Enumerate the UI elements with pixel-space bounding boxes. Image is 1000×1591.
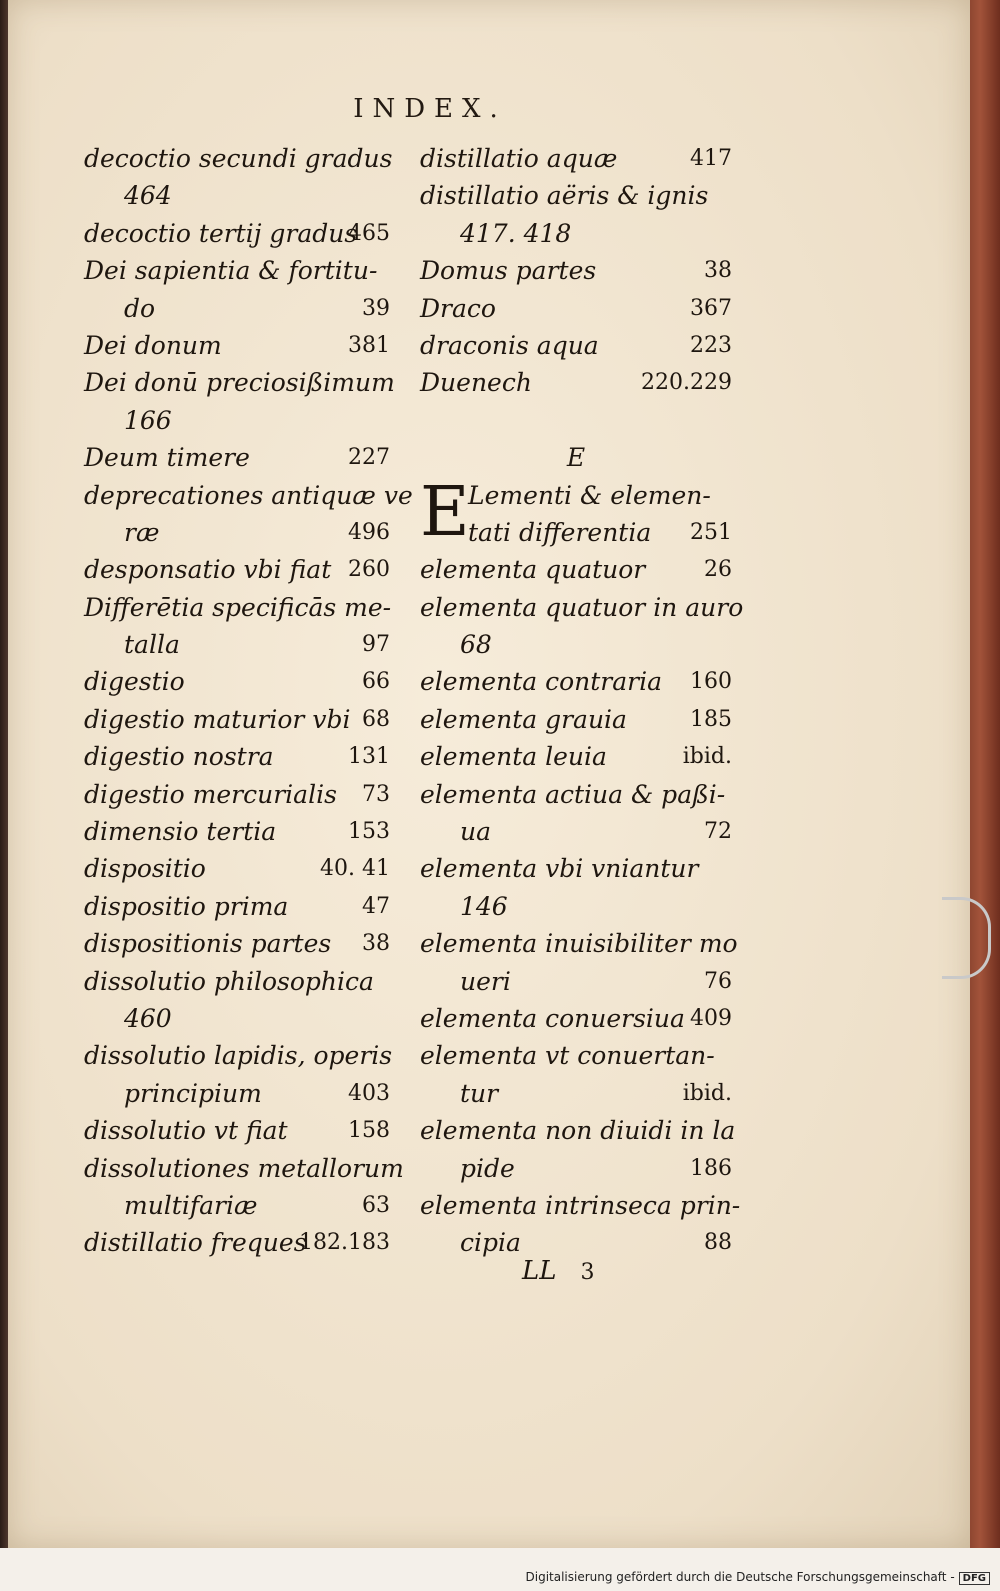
index-term: Draco bbox=[420, 293, 496, 323]
index-entry bbox=[420, 925, 738, 962]
index-entry bbox=[420, 215, 732, 252]
index-term: 460 bbox=[124, 1003, 172, 1033]
index-entry bbox=[84, 626, 390, 663]
index-entry bbox=[84, 364, 395, 401]
index-entry bbox=[84, 850, 390, 887]
page-clip-icon bbox=[942, 897, 991, 979]
index-term: elementa quatuor bbox=[420, 555, 646, 585]
index-term: Dei donū preciosißimum bbox=[84, 368, 395, 398]
index-term: decoctio tertij gradus bbox=[84, 218, 358, 248]
page-number: 227 bbox=[348, 445, 390, 471]
index-term: desponsatio vbi fiat bbox=[84, 555, 332, 585]
page-number: 260 bbox=[348, 557, 390, 583]
index-entry bbox=[420, 589, 744, 626]
index-entry bbox=[420, 776, 732, 813]
index-term: multifariæ bbox=[124, 1190, 258, 1220]
page-number: ibid. bbox=[682, 744, 732, 770]
page-number: 63 bbox=[362, 1192, 390, 1218]
page-number: 251 bbox=[690, 519, 732, 545]
page-number: 186 bbox=[690, 1155, 732, 1181]
page-number: 465 bbox=[348, 220, 390, 246]
index-entry bbox=[84, 925, 390, 962]
page-number: 73 bbox=[362, 781, 390, 807]
index-entry bbox=[84, 888, 390, 925]
index-term: ræ bbox=[124, 517, 160, 547]
index-entry bbox=[84, 551, 390, 588]
index-term: 417. 418 bbox=[460, 218, 572, 248]
index-entry bbox=[84, 327, 390, 364]
index-entry bbox=[420, 738, 732, 775]
index-term: dispositionis partes bbox=[84, 929, 332, 959]
index-term: draconis aqua bbox=[420, 330, 599, 360]
index-term: cipia bbox=[460, 1228, 521, 1258]
index-entry bbox=[84, 1224, 390, 1261]
index-entry bbox=[420, 551, 732, 588]
index-term: Domus partes bbox=[420, 256, 597, 286]
index-entry bbox=[420, 177, 732, 214]
index-term: elementa contraria bbox=[420, 667, 662, 697]
index-entry bbox=[420, 402, 732, 439]
drop-cap: E bbox=[420, 472, 470, 552]
index-term: ua bbox=[460, 817, 492, 847]
index-entry bbox=[420, 140, 732, 177]
index-entry bbox=[84, 290, 390, 327]
index-term: dispositio bbox=[84, 854, 206, 884]
index-entry bbox=[84, 813, 390, 850]
page-number: 76 bbox=[704, 968, 732, 994]
page-number: 72 bbox=[704, 819, 732, 845]
index-term: elementa conuersiua bbox=[420, 1003, 685, 1033]
index-term: do bbox=[124, 293, 156, 323]
index-term: distillatio freques bbox=[84, 1228, 307, 1258]
index-term: Deum timere bbox=[84, 443, 250, 473]
index-term: pide bbox=[460, 1153, 515, 1183]
index-entry bbox=[420, 364, 732, 401]
page-number: 381 bbox=[348, 332, 390, 358]
page-number: 68 bbox=[362, 706, 390, 732]
index-term: 146 bbox=[460, 891, 508, 921]
index-term: elementa quatuor in auro bbox=[420, 592, 744, 622]
index-entry bbox=[84, 738, 390, 775]
index-entry bbox=[420, 290, 732, 327]
index-entry bbox=[420, 1187, 741, 1224]
page-number: 367 bbox=[690, 295, 732, 321]
index-term: 68 bbox=[460, 630, 492, 660]
index-entry bbox=[84, 1000, 390, 1037]
signature-mark: LL 3 bbox=[522, 1256, 595, 1286]
page-number: 131 bbox=[348, 744, 390, 770]
index-term: distillatio aëris & ignis bbox=[420, 181, 709, 211]
index-entry bbox=[420, 701, 732, 738]
footer-strip bbox=[0, 1548, 1000, 1591]
page-number: 220.229 bbox=[641, 370, 732, 396]
index-term: elementa actiua & paßi- bbox=[420, 779, 726, 809]
index-entry bbox=[84, 402, 390, 439]
page-number: 153 bbox=[348, 819, 390, 845]
index-entry bbox=[84, 177, 390, 214]
page-number: 185 bbox=[690, 706, 732, 732]
index-entry bbox=[420, 888, 732, 925]
index-term: E bbox=[566, 443, 586, 473]
page-number: 223 bbox=[690, 332, 732, 358]
index-term: digestio maturior vbi bbox=[84, 704, 351, 734]
index-column-right bbox=[420, 140, 744, 1262]
digitization-credit: Digitalisierung gefördert durch die Deutsche Forschungsgemeinschaft - DFG bbox=[526, 1570, 991, 1585]
index-term: elementa non diuidi in la bbox=[420, 1116, 736, 1146]
page-number: 158 bbox=[348, 1118, 390, 1144]
index-term: Duenech bbox=[420, 368, 532, 398]
page-number: 403 bbox=[348, 1080, 390, 1106]
page-number: 182.183 bbox=[299, 1230, 390, 1256]
index-term: talla bbox=[124, 630, 180, 660]
index-entry bbox=[84, 1037, 393, 1074]
index-term: ueri bbox=[460, 966, 511, 996]
index-entry bbox=[84, 514, 390, 551]
index-term: digestio nostra bbox=[84, 742, 274, 772]
index-term: principium bbox=[124, 1078, 262, 1108]
index-term: Differētia specificās me- bbox=[84, 592, 392, 622]
index-entry bbox=[84, 140, 393, 177]
index-entry bbox=[84, 1150, 404, 1187]
index-entry bbox=[420, 963, 732, 1000]
index-entry bbox=[84, 1075, 390, 1112]
index-term: dissolutio lapidis, operis bbox=[84, 1041, 393, 1071]
page-number: 88 bbox=[704, 1230, 732, 1256]
index-term: Dei donum bbox=[84, 330, 222, 360]
index-term: elementa intrinseca prin- bbox=[420, 1190, 741, 1220]
index-term: dissolutiones metallorum bbox=[84, 1153, 404, 1183]
page-number: 417 bbox=[690, 146, 732, 171]
index-entry bbox=[420, 252, 732, 289]
index-term: elementa vbi vniantur bbox=[420, 854, 699, 884]
page-number: 97 bbox=[362, 632, 390, 658]
index-entry bbox=[420, 327, 732, 364]
index-entry bbox=[84, 589, 390, 626]
index-entry bbox=[84, 701, 390, 738]
page-number: 47 bbox=[362, 893, 390, 919]
index-entry bbox=[420, 1075, 732, 1112]
page-number: 160 bbox=[690, 669, 732, 695]
page-number: 409 bbox=[690, 1005, 732, 1031]
index-entry bbox=[84, 215, 390, 252]
index-term: 464 bbox=[124, 181, 172, 211]
index-entry bbox=[420, 626, 732, 663]
index-term: elementa leuia bbox=[420, 742, 607, 772]
index-term: tati differentia bbox=[468, 517, 652, 547]
index-entry bbox=[420, 813, 732, 850]
index-term: digestio mercurialis bbox=[84, 779, 337, 809]
page-number: ibid. bbox=[682, 1080, 732, 1106]
index-entry bbox=[84, 477, 413, 514]
index-term: elementa grauia bbox=[420, 704, 627, 734]
page-number: 40. 41 bbox=[320, 856, 390, 882]
index-term: 166 bbox=[124, 405, 172, 435]
index-term: dissolutio vt fiat bbox=[84, 1116, 288, 1146]
index-entry bbox=[420, 514, 732, 551]
index-term: tur bbox=[460, 1078, 499, 1108]
index-term: Lementi & elemen- bbox=[468, 480, 711, 510]
dfg-logo: DFG bbox=[959, 1572, 990, 1585]
index-term: digestio bbox=[84, 667, 185, 697]
index-term: deprecationes antiquæ ve bbox=[84, 480, 413, 510]
signature-number: 3 bbox=[580, 1260, 595, 1285]
index-term: Dei sapientia & fortitu- bbox=[84, 256, 378, 286]
index-term: dispositio prima bbox=[84, 891, 289, 921]
page-number: 496 bbox=[348, 519, 390, 545]
page-number: 26 bbox=[704, 557, 732, 583]
index-entry bbox=[420, 1150, 732, 1187]
page-number: 38 bbox=[362, 931, 390, 957]
index-entry bbox=[84, 1112, 390, 1149]
index-column-left bbox=[84, 140, 413, 1262]
index-term: distillatio aquæ bbox=[420, 144, 618, 173]
index-entry bbox=[84, 776, 390, 813]
index-entry bbox=[84, 963, 390, 1000]
index-term: elementa vt conuertan- bbox=[420, 1041, 715, 1071]
index-term: decoctio secundi gradus bbox=[84, 144, 393, 173]
page-number: 66 bbox=[362, 669, 390, 695]
index-entry bbox=[420, 663, 732, 700]
index-entry bbox=[84, 663, 390, 700]
index-term: dissolutio philosophica bbox=[84, 966, 374, 996]
index-entry bbox=[420, 1000, 732, 1037]
page-header: INDEX. bbox=[353, 94, 507, 124]
index-entry bbox=[420, 439, 732, 476]
page-number: 39 bbox=[362, 295, 390, 321]
page-number: 38 bbox=[704, 258, 732, 284]
index-entry bbox=[84, 252, 390, 289]
index-term: dimensio tertia bbox=[84, 817, 277, 847]
index-term: elementa inuisibiliter mo bbox=[420, 929, 738, 959]
index-entry bbox=[84, 1187, 390, 1224]
index-entry bbox=[84, 439, 390, 476]
index-entry bbox=[420, 1112, 736, 1149]
index-entry bbox=[420, 850, 732, 887]
index-entry bbox=[420, 1037, 732, 1074]
